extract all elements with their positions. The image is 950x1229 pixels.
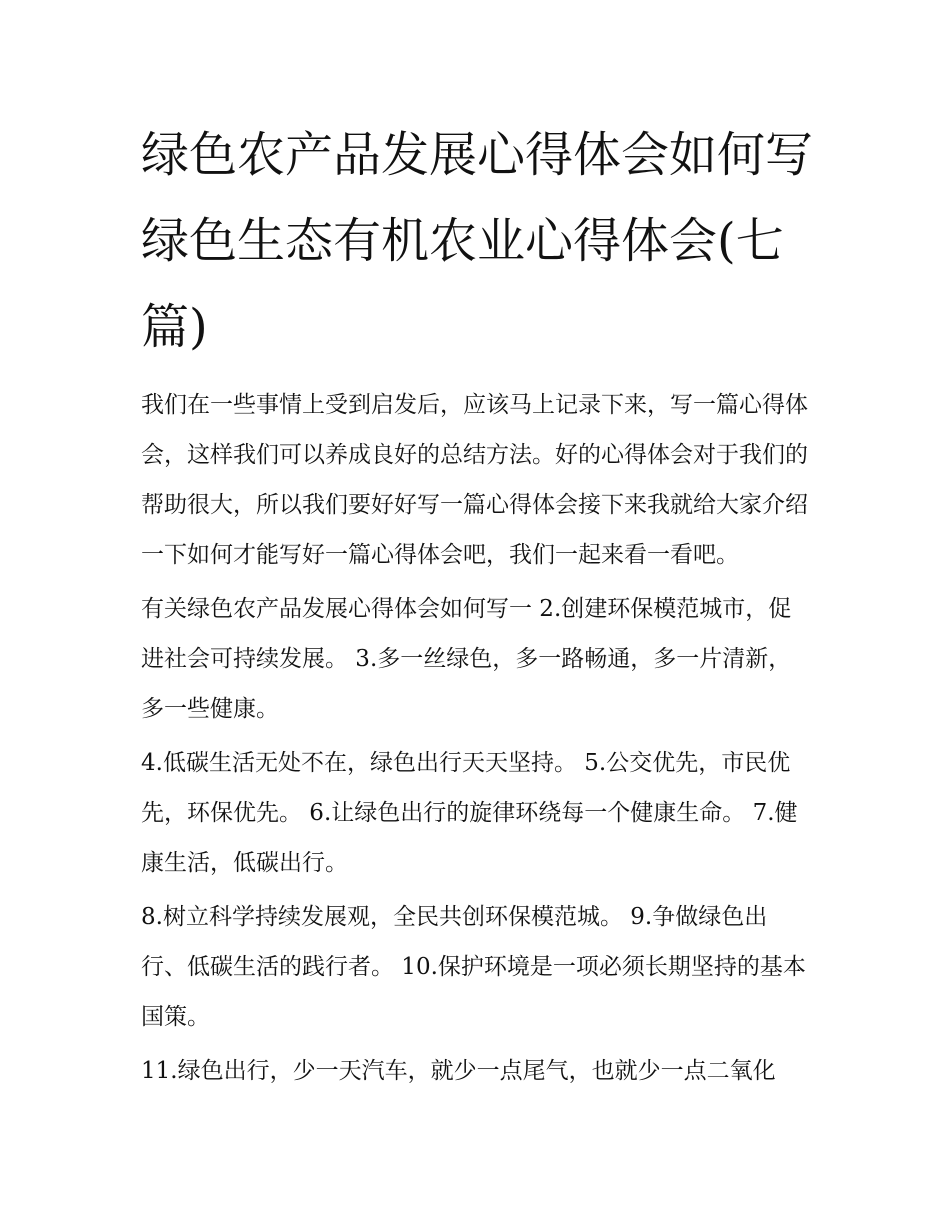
paragraph-intro: 我们在一些事情上受到启发后，应该马上记录下来，写一篇心得体会，这样我们可以养成良好的总结方法。好的心得体会对于我们的帮助很大，所以我们要好好写一篇心得体会接下来我就给大家介绍一下如何才能写好一篇心得体会吧，我们一起来看一看吧。 bbox=[141, 392, 808, 568]
paragraph-slogans-1: 有关绿色农产品发展心得体会如何写一 2.创建环保模范城市，促进社会可持续发展。 3.多一丝绿色，多一路畅通，多一片清新，多一些健康。 bbox=[141, 596, 792, 722]
paragraph-slogans-2: 4.低碳生活无处不在，绿色出行天天坚持。 5.公交优先，市民优先，环保优先。 6.让绿色出行的旋律环绕每一个健康生命。 7.健康生活，低碳出行。 bbox=[141, 750, 798, 876]
document-title: 绿色农产品发展心得体会如何写 绿色生态有机农业心得体会(七篇) bbox=[141, 127, 814, 355]
paragraph-slogans-3: 8.树立科学持续发展观，全民共创环保模范城。 9.争做绿色出行、低碳生活的践行者。 10.保护环境是一项必须长期坚持的基本国策。 bbox=[141, 904, 806, 1030]
paragraph-slogans-4: 11.绿色出行，少一天汽车，就少一点尾气，也就少一点二氧化 bbox=[141, 1058, 776, 1084]
document-body bbox=[141, 112, 813, 1100]
